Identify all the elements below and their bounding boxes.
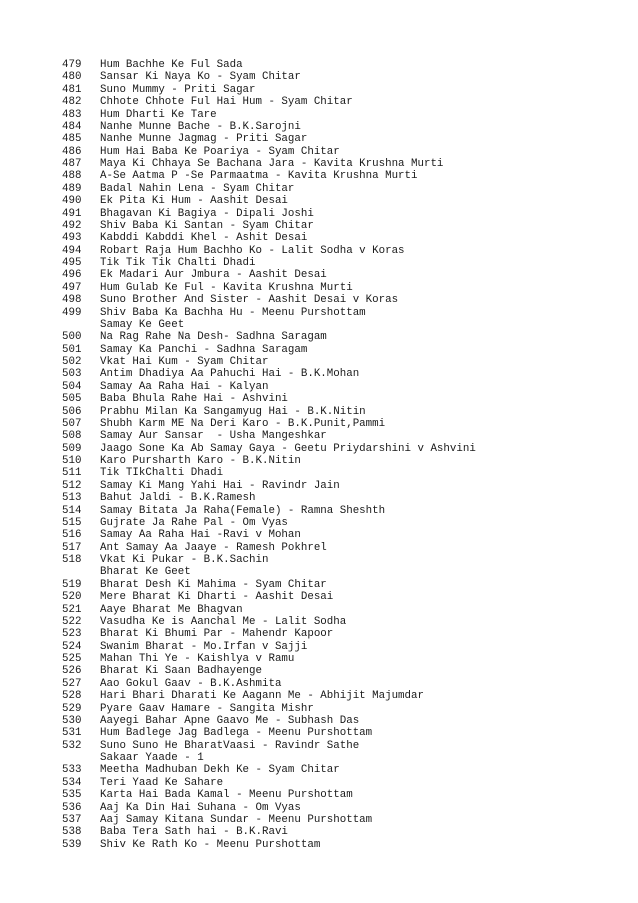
- list-item: [62, 727, 476, 739]
- list-item: [62, 591, 476, 603]
- entry-number: 539: [62, 838, 82, 851]
- list-item: [62, 331, 476, 343]
- list-item: [62, 220, 476, 232]
- entry-title: A-Se Aatma P -Se Parmaatma - Kavita Krushna Murti: [100, 170, 418, 183]
- list-item: [62, 208, 476, 220]
- entry-number: 497: [62, 281, 82, 294]
- list-item: [62, 257, 476, 269]
- list-item: [62, 814, 476, 826]
- entry-title: Sansar Ki Naya Ko - Syam Chitar: [100, 71, 301, 84]
- list-item: [62, 294, 476, 306]
- list-item: [62, 146, 476, 158]
- list-item: [62, 282, 476, 294]
- entry-number: 510: [62, 455, 82, 467]
- list-item: [62, 195, 476, 207]
- entry-number: 500: [62, 331, 82, 344]
- list-item: [62, 455, 476, 467]
- entry-title: Hum Bachhe Ke Ful Sada: [100, 59, 243, 71]
- entry-title: Bharat Ke Geet: [100, 566, 191, 579]
- entry-title: Sakaar Yaade - 1: [100, 752, 204, 764]
- list-item: [62, 579, 476, 591]
- entry-number: 480: [62, 71, 82, 84]
- list-item: [62, 690, 476, 702]
- entry-title: Meetha Madhuban Dekh Ke - Syam Chitar: [100, 764, 340, 777]
- list-item: [62, 740, 476, 752]
- list-item: [62, 430, 476, 442]
- entry-title: Mahan Thi Ye - Kaishlya v Ramu: [100, 653, 295, 665]
- entry-number: 519: [62, 578, 82, 591]
- entry-title: Karta Hai Bada Kamal - Meenu Purshottam: [100, 789, 353, 802]
- entry-title: Hari Bhari Dharati Ke Aagann Me - Abhijit Majumdar: [100, 690, 424, 703]
- entry-title: Teri Yaad Ke Sahare: [100, 776, 224, 789]
- entry-title: Aaj Ka Din Hai Suhana - Om Vyas: [100, 801, 301, 814]
- entry-number: 487: [62, 158, 82, 170]
- list-item: [62, 71, 476, 83]
- list-item: [62, 443, 476, 455]
- list-item: [62, 59, 476, 71]
- entry-number: 511: [62, 467, 82, 480]
- entry-title: Swanim Bharat - Mo.Irfan v Sajji: [100, 640, 308, 653]
- entry-number: [62, 319, 100, 331]
- entry-title: Badal Nahin Lena - Syam Chitar: [100, 182, 295, 195]
- list-item: [62, 678, 476, 690]
- entry-number: 490: [62, 195, 82, 208]
- entry-number: 528: [62, 690, 82, 703]
- list-item: [62, 802, 476, 814]
- entry-number: 491: [62, 207, 82, 220]
- entry-title: Gujrate Ja Rahe Pal - Om Vyas: [100, 516, 288, 529]
- list-item: [62, 505, 476, 517]
- entry-number: 534: [62, 776, 82, 789]
- entry-number: 499: [62, 306, 82, 319]
- entry-number: 483: [62, 108, 82, 121]
- entry-number: 533: [62, 764, 82, 777]
- entry-number: 518: [62, 554, 82, 566]
- entry-number: 505: [62, 393, 82, 406]
- entry-title: Aaj Samay Kitana Sundar - Meenu Purshottam: [100, 813, 373, 826]
- entry-title: Samay Ki Mang Yahi Hai - Ravindr Jain: [100, 479, 340, 492]
- entry-number: 496: [62, 269, 82, 282]
- list-item: [62, 381, 476, 393]
- section-heading: [62, 566, 476, 578]
- entry-title: Na Rag Rahe Na Desh- Sadhna Saragam: [100, 331, 327, 344]
- entry-title: Vkat Ki Pukar - B.K.Sachin: [100, 554, 269, 566]
- entry-number: 488: [62, 170, 82, 183]
- entry-number: 520: [62, 591, 82, 604]
- entry-title: Samay Aa Raha Hai -Ravi v Mohan: [100, 529, 301, 542]
- entry-number: 507: [62, 417, 82, 430]
- entry-number: 535: [62, 789, 82, 802]
- entry-number: 526: [62, 665, 82, 678]
- entry-title: Bahut Jaldi - B.K.Ramesh: [100, 492, 256, 505]
- entry-number: 515: [62, 516, 82, 529]
- list-item: [62, 121, 476, 133]
- list-item: [62, 245, 476, 257]
- entry-title: Suno Suno He BharatVaasi - Ravindr Sathe: [100, 739, 360, 752]
- entry-title: Pyare Gaav Hamare - Sangita Mishr: [100, 702, 314, 715]
- entry-number: 501: [62, 343, 82, 356]
- entry-number: [62, 752, 100, 764]
- entry-number: 498: [62, 294, 82, 307]
- entry-title: Suno Mummy - Priti Sagar: [100, 83, 256, 96]
- list-item: [62, 641, 476, 653]
- list-item: [62, 232, 476, 244]
- entry-number: 509: [62, 442, 82, 455]
- entry-number: 537: [62, 813, 82, 826]
- entry-number: 493: [62, 232, 82, 245]
- entry-title: Aaye Bharat Me Bhagvan: [100, 603, 243, 616]
- list-item: [62, 368, 476, 380]
- entry-number: 532: [62, 739, 82, 752]
- entry-title: Aao Gokul Gaav - B.K.Ashmita: [100, 677, 282, 690]
- list-item: [62, 703, 476, 715]
- list-item: [62, 344, 476, 356]
- list-item: [62, 109, 476, 121]
- entry-title: Bharat Ki Bhumi Par - Mahendr Kapoor: [100, 628, 334, 641]
- list-item: [62, 96, 476, 108]
- entry-title: Robart Raja Hum Bachho Ko - Lalit Sodha v Koras: [100, 244, 405, 257]
- entry-number: 482: [62, 96, 82, 109]
- entry-number: 514: [62, 504, 82, 517]
- entry-title: Shiv Baba Ka Bachha Hu - Meenu Purshottam: [100, 306, 366, 319]
- entry-title: Vkat Hai Kum - Syam Chitar: [100, 356, 269, 368]
- list-item: [62, 554, 476, 566]
- list-item: [62, 269, 476, 281]
- list-item: [62, 406, 476, 418]
- list-item: [62, 356, 476, 368]
- entry-title: Tik Tik Tik Chalti Dhadi: [100, 257, 256, 269]
- list-item: [62, 653, 476, 665]
- entry-title: Bharat Desh Ki Mahima - Syam Chitar: [100, 578, 327, 591]
- entry-title: Bharat Ki Saan Badhayenge: [100, 665, 262, 678]
- entry-title: Samay Aa Raha Hai - Kalyan: [100, 380, 269, 393]
- entry-title: Antim Dhadiya Aa Pahuchi Hai - B.K.Mohan: [100, 368, 360, 381]
- entry-number: 494: [62, 244, 82, 257]
- entry-title: Tik TIkChalti Dhadi: [100, 467, 224, 480]
- entry-number: 536: [62, 801, 82, 814]
- entry-number: 521: [62, 603, 82, 616]
- entry-title: Ant Samay Aa Jaaye - Ramesh Pokhrel: [100, 541, 327, 554]
- list-item: [62, 183, 476, 195]
- list-item: [62, 170, 476, 182]
- entry-number: 531: [62, 727, 82, 740]
- entry-title: Vasudha Ke is Aanchal Me - Lalit Sodha: [100, 615, 347, 628]
- entry-number: 502: [62, 356, 82, 368]
- entry-number: 530: [62, 714, 82, 727]
- entry-title: Kabddi Kabddi Khel - Ashit Desai: [100, 232, 308, 245]
- list-item: [62, 480, 476, 492]
- entry-title: Hum Badlege Jag Badlega - Meenu Purshottam: [100, 727, 373, 740]
- list-item: [62, 789, 476, 801]
- entry-title: Samay Aur Sansar - Usha Mangeshkar: [100, 430, 327, 443]
- entry-title: Nanhe Munne Bache - B.K.Sarojni: [100, 120, 301, 133]
- entry-title: Shiv Ke Rath Ko - Meenu Purshottam: [100, 838, 321, 851]
- entry-number: 513: [62, 492, 82, 505]
- list-item: [62, 517, 476, 529]
- entry-title: Samay Ke Geet: [100, 318, 185, 331]
- entry-number: 516: [62, 529, 82, 542]
- entry-number: 524: [62, 640, 82, 653]
- entry-title: Baba Bhula Rahe Hai - Ashvini: [100, 393, 288, 406]
- list-item: [62, 84, 476, 96]
- entry-number: 503: [62, 368, 82, 381]
- list-item: [62, 715, 476, 727]
- entry-number: 481: [62, 83, 82, 96]
- entry-title: Maya Ki Chhaya Se Bachana Jara - Kavita Krushna Murti: [100, 158, 444, 170]
- entry-number: 484: [62, 120, 82, 133]
- entry-number: [62, 566, 100, 578]
- entry-title: Baba Tera Sath hai - B.K.Ravi: [100, 826, 288, 839]
- list-item: [62, 542, 476, 554]
- entry-number: 512: [62, 479, 82, 492]
- list-item: [62, 764, 476, 776]
- entry-title: Ek Madari Aur Jmbura - Aashit Desai: [100, 269, 327, 282]
- list-item: [62, 777, 476, 789]
- list-item: [62, 665, 476, 677]
- list-item: [62, 133, 476, 145]
- entry-number: 506: [62, 405, 82, 418]
- entry-number: 508: [62, 430, 82, 443]
- list-item: [62, 529, 476, 541]
- list-item: [62, 393, 476, 405]
- list-item: [62, 307, 476, 319]
- list-item: [62, 467, 476, 479]
- entry-title: Suno Brother And Sister - Aashit Desai v Koras: [100, 294, 399, 307]
- entry-title: Jaago Sone Ka Ab Samay Gaya - Geetu Priydarshini v Ashvini: [100, 442, 476, 455]
- entry-title: Nanhe Munne Jagmag - Priti Sagar: [100, 133, 308, 146]
- entry-title: Aayegi Bahar Apne Gaavo Me - Subhash Das: [100, 714, 360, 727]
- list-item: [62, 616, 476, 628]
- entry-title: Mere Bharat Ki Dharti - Aashit Desai: [100, 591, 334, 604]
- list-item: [62, 628, 476, 640]
- entry-title: Karo Pursharth Karo - B.K.Nitin: [100, 455, 301, 467]
- entry-number: 485: [62, 133, 82, 146]
- entry-title: Bhagavan Ki Bagiya - Dipali Joshi: [100, 207, 314, 220]
- section-heading: [62, 319, 476, 331]
- list-item: [62, 604, 476, 616]
- entry-title: Shubh Karm ME Na Deri Karo - B.K.Punit,Pammi: [100, 417, 386, 430]
- list-item: [62, 418, 476, 430]
- entry-number: 517: [62, 541, 82, 554]
- entry-title: Samay Ka Panchi - Sadhna Saragam: [100, 343, 308, 356]
- list-item: [62, 492, 476, 504]
- entry-number: 525: [62, 653, 82, 665]
- entry-title: Prabhu Milan Ka Sangamyug Hai - B.K.Nitin: [100, 405, 366, 418]
- section-heading: [62, 752, 476, 764]
- entry-number: 529: [62, 702, 82, 715]
- entry-number: 504: [62, 380, 82, 393]
- entry-number: 538: [62, 826, 82, 839]
- entry-title: Hum Dharti Ke Tare: [100, 108, 217, 121]
- entry-title: Ek Pita Ki Hum - Aashit Desai: [100, 195, 288, 208]
- entry-number: 527: [62, 677, 82, 690]
- entry-number: 523: [62, 628, 82, 641]
- entry-title: Shiv Baba Ki Santan - Syam Chitar: [100, 219, 314, 232]
- song-list: [62, 59, 476, 851]
- entry-number: 522: [62, 615, 82, 628]
- entry-number: 489: [62, 182, 82, 195]
- entry-number: 492: [62, 219, 82, 232]
- entry-title: Hum Hai Baba Ke Poariya - Syam Chitar: [100, 145, 340, 158]
- entry-number: 486: [62, 145, 82, 158]
- list-item: [62, 158, 476, 170]
- entry-number: 479: [62, 59, 82, 71]
- entry-title: Samay Bitata Ja Raha(Female) - Ramna Sheshth: [100, 504, 386, 517]
- list-item: [62, 839, 476, 851]
- entry-number: 495: [62, 257, 82, 269]
- list-item: [62, 826, 476, 838]
- entry-title: Hum Gulab Ke Ful - Kavita Krushna Murti: [100, 281, 353, 294]
- entry-title: Chhote Chhote Ful Hai Hum - Syam Chitar: [100, 96, 353, 109]
